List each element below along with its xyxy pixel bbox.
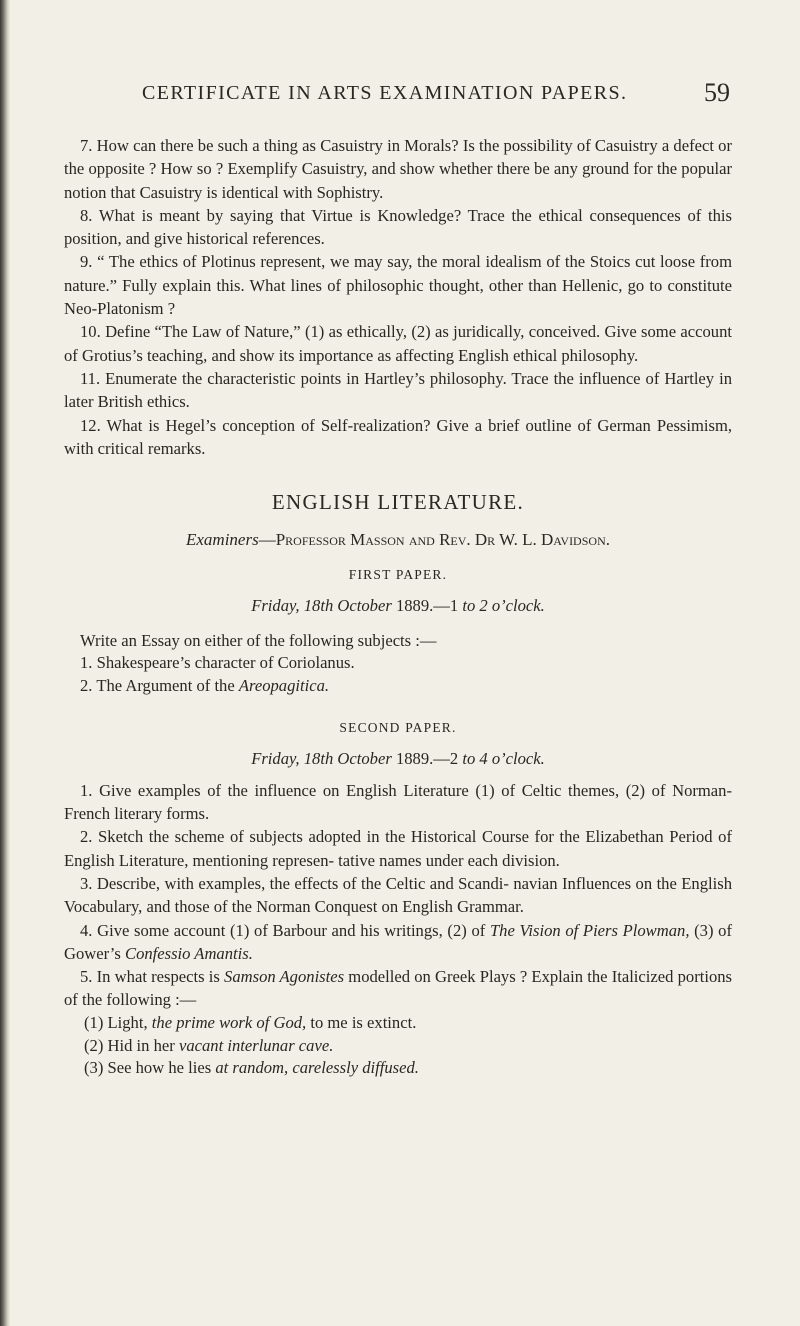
examiners-names: —Professor Masson and Rev. Dr W. L. Davidson. [258, 530, 610, 550]
lit-question-2: 2. Sketch the scheme of subjects adopted in the Historical Course for the Elizabethan Period of English Literature, mentioning represen- tative names under each division. [64, 827, 732, 870]
question-8: 8. What is meant by saying that Virtue is Knowledge? Trace the ethical consequences of this position, and give historical references. [64, 205, 732, 249]
essay-instruction: Write an Essay on either of the following subjects :— [80, 631, 437, 651]
book-binding-edge [0, 0, 10, 1326]
running-title: CERTIFICATE IN ARTS EXAMINATION PAPERS. [142, 82, 628, 104]
question-10: 10. Define “The Law of Nature,” (1) as ethically, (2) as juridically, conceived. Give some account of Grotius’s teaching, and show its importance as affecting English ethical philosophy. [64, 322, 732, 365]
first-paper-date: Friday, 18th October 1889.—1 to 2 o’clock. [251, 596, 545, 616]
quote-2: (2) Hid in her vacant interlunar cave. [84, 1035, 334, 1055]
question-9: 9. “ The ethics of Plotinus represent, we may say, the moral idealism of the Stoics cut loose from nature.” Fully explain this. What lines of philosophic thought, other than Hellenic, go to constitute Neo-Platonism ? [64, 252, 732, 319]
quote-3: (3) See how he lies at random, carelessly diffused. [84, 1058, 419, 1078]
essay-subject-2: 2. The Argument of the Areopagitica. [80, 675, 330, 695]
lit-question-4: 4. Give some account (1) of Barbour and his writings, (2) of The Vision of Piers Plowman, (3) of Gower’s Confessio Amantis. [64, 920, 732, 963]
section-title-english-literature: ENGLISH LITERATURE. [271, 490, 525, 515]
quote-1: (1) Light, the prime work of God, to me is extinct. [84, 1012, 417, 1032]
lit-question-3: 3. Describe, with examples, the effects of the Celtic and Scandi- navian Influences on the English Vocabulary, and those of the Norman Conquest on English Grammar. [64, 873, 732, 917]
question-7: 7. How can there be such a thing as Casuistry in Morals? Is the possibility of Casuistry a defect or the opposite ? How so ? Exemplify Casuistry, and show whether there be any ground for the popular notion that Casuistry is identical with Sophistry. [64, 136, 732, 202]
lit-question-1: 1. Give examples of the influence on English Literature (1) of Celtic themes, (2) of Norman-French literary forms. [64, 780, 732, 824]
page-number: 59 [704, 78, 730, 107]
first-paper-heading: FIRST PAPER. [348, 567, 448, 583]
running-header [142, 74, 732, 114]
second-paper-date: Friday, 18th October 1889.—2 to 4 o’clock. [251, 748, 545, 768]
examiners-label: Examiners [186, 530, 259, 550]
document-page [64, 74, 732, 1080]
question-11: 11. Enumerate the characteristic points in Hartley’s philosophy. Trace the influence of Hartley in later British ethics. [64, 368, 732, 412]
second-paper-heading: SECOND PAPER. [339, 719, 457, 735]
essay-subject-1: 1. Shakespeare’s character of Coriolanus. [80, 653, 355, 673]
lit-question-5: 5. In what respects is Samson Agonistes modelled on Greek Plays ? Explain the Italicized portions of the following :— [64, 967, 733, 1010]
question-12: 12. What is Hegel’s conception of Self-realization? Give a brief outline of German Pessimism, with critical remarks. [64, 415, 732, 458]
examiners-line [64, 530, 732, 550]
